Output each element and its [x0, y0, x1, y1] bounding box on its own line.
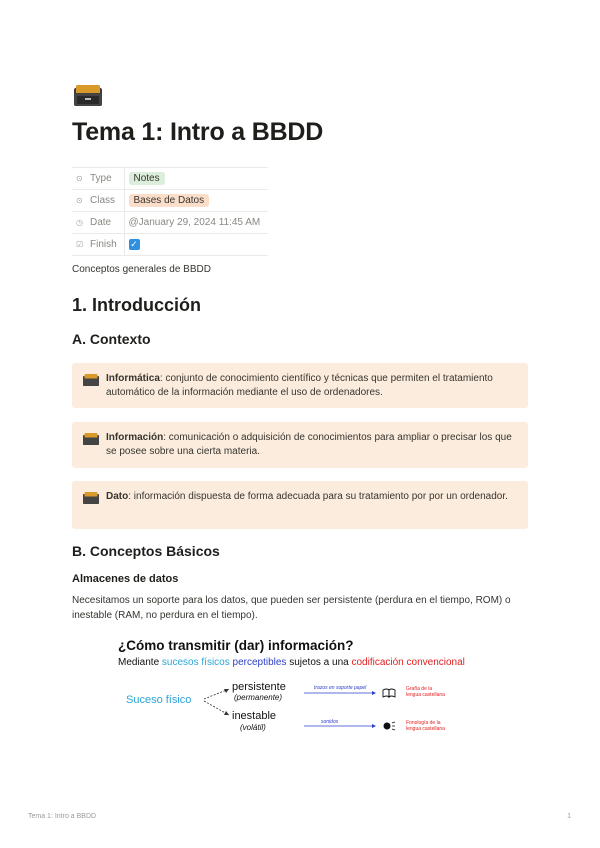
file-cabinet-icon [83, 433, 99, 445]
section-heading-contexto: A. Contexto [72, 331, 151, 347]
checkbox-icon: ☑ [76, 240, 84, 249]
diagram-transmitir-informacion [118, 638, 498, 744]
class-tag[interactable]: Bases de Datos [129, 194, 210, 207]
footer-page-number: 1 [567, 813, 571, 820]
volatil-label: (volátil) [240, 723, 266, 732]
diagram-graphics [118, 638, 498, 744]
callout-term: Información [106, 432, 164, 443]
finish-checkbox[interactable]: ✓ [130, 239, 138, 249]
persistente-label: persistente [232, 681, 286, 693]
file-cabinet-icon [73, 85, 103, 107]
date-value[interactable]: @January 29, 2024 11:45 AM [128, 217, 261, 228]
result-fonologia-1: Fonología de la [406, 720, 441, 726]
inestable-label: inestable [232, 710, 277, 722]
property-row-class[interactable] [72, 190, 268, 212]
page-title: Tema 1: Intro a BBDD [72, 118, 324, 146]
callout-text: : información dispuesta de forma adecuada para su tratamiento por por un ordenador. [128, 491, 508, 502]
diagram-source-label: Suceso físico [126, 694, 192, 706]
paragraph-almacenes: Necesitamos un soporte para los datos, que pueden ser persistente (perdura en el tiempo, ROM) o inestable (RAM, no perdura en el tiempo). [72, 595, 511, 621]
callout-term: Informática [106, 373, 160, 384]
property-name: ☑ Finish [72, 234, 124, 256]
section-heading-introduccion: 1. Introducción [72, 295, 202, 315]
callout-informatica [72, 363, 528, 408]
page-description: Conceptos generales de BBDD [72, 264, 211, 275]
callout-dato [72, 481, 528, 529]
property-name: ⊙ Type [72, 168, 124, 190]
callout-text: : conjunto de conocimiento científico y técnicas que permiten el tratamiento automático de la información mediante el uso de ordenadores. [106, 373, 493, 398]
callout-informacion [72, 422, 528, 468]
result-grafia-1: Grafía de la [406, 686, 433, 692]
result-grafia-2: lengua castellana [406, 692, 445, 698]
subheading-almacenes: Almacenes de datos [72, 573, 179, 585]
property-value[interactable] [124, 168, 268, 190]
clock-icon: ◷ [76, 218, 83, 227]
properties-table [72, 167, 268, 256]
property-name: ⊙ Class [72, 190, 124, 212]
file-cabinet-icon [83, 492, 99, 504]
property-value[interactable] [124, 190, 268, 212]
section-heading-conceptos: B. Conceptos Básicos [72, 543, 220, 559]
speaking-head-icon [384, 722, 396, 730]
property-row-date[interactable] [72, 212, 268, 234]
arrow-label-sonidos: sonidos [321, 719, 339, 725]
diagram-title: ¿Cómo transmitir (dar) información? [118, 638, 354, 653]
property-name: ◷ Date [72, 212, 124, 234]
permanente-label: (permanente) [234, 693, 283, 702]
property-row-type[interactable] [72, 168, 268, 190]
diagram-subtitle: Mediante sucesos físicos perceptibles sujetos a una codificación convencional [118, 657, 465, 668]
property-row-finish[interactable] [72, 234, 268, 256]
type-tag[interactable]: Notes [129, 172, 165, 185]
file-cabinet-icon [83, 374, 99, 386]
book-icon [383, 689, 395, 697]
callout-text: : comunicación o adquisición de conocimientos para ampliar o precisar los que se posee sobre una cierta materia. [106, 432, 512, 457]
arrow-label-papel: trazos en soporte papel [314, 685, 367, 691]
property-value[interactable] [124, 212, 268, 234]
callout-term: Dato [106, 491, 129, 502]
result-fonologia-2: lengua castellana [406, 726, 445, 732]
select-icon: ⊙ [76, 174, 83, 183]
select-icon: ⊙ [76, 196, 83, 205]
property-value[interactable] [124, 234, 268, 256]
footer-title: Tema 1: Intro a BBDD [28, 813, 97, 820]
